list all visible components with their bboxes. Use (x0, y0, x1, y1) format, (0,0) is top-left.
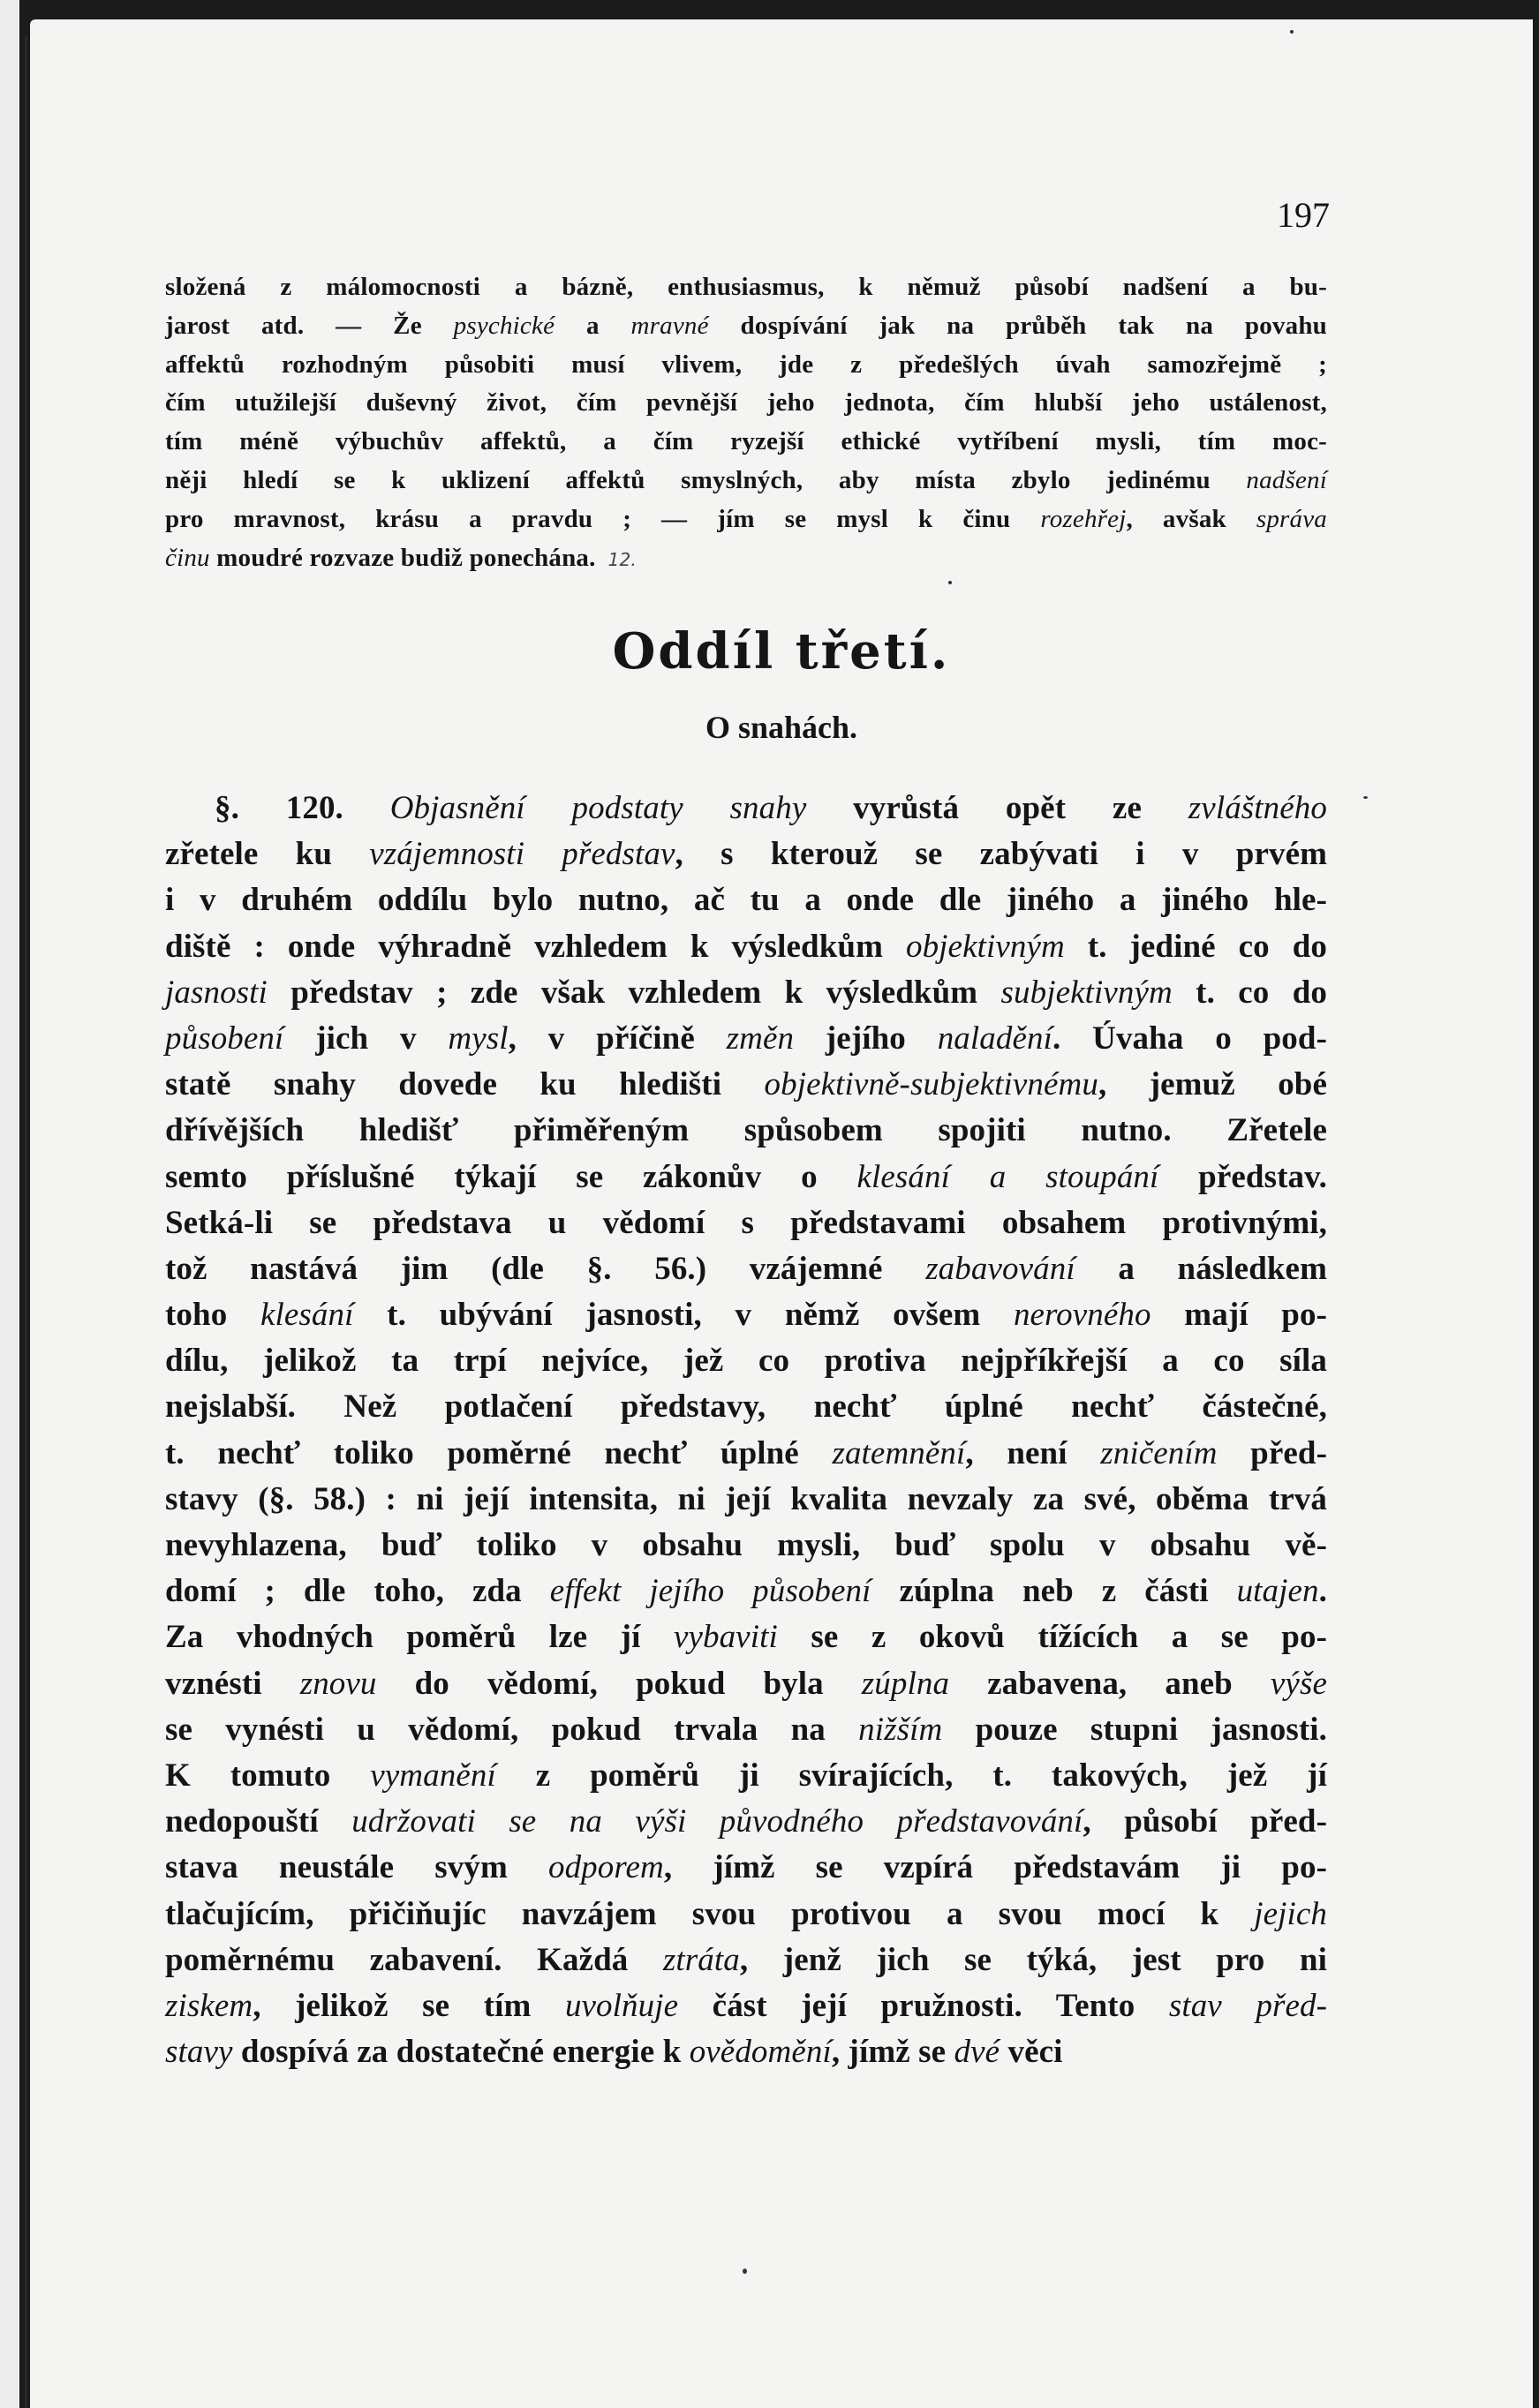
print-speck (948, 581, 952, 584)
body-line-23: nedopouští udržovati se na výši původného představování, působí před- (165, 1803, 1327, 1840)
intro-line-1: složená z málomocnosti a bázně, enthusiasmus, k němuž působí nadšení a bu- (165, 273, 1327, 301)
body-line-28: stavy dospívá za dostatečné energie k ovědomění, jímž se dvé věci (165, 2034, 1063, 2071)
page-number: 197 (1277, 195, 1330, 235)
book-page (30, 19, 1533, 2408)
body-line-12: toho klesání t. ubývání jasnosti, v němž ovšem nerovného mají po- (165, 1297, 1327, 1334)
intro-line-3: affektů rozhodným působiti musí vlivem, jde z předešlých úvah samozřejmě ; (165, 350, 1327, 379)
body-line-3: i v druhém oddílu bylo nutno, ač tu a onde dle jiného a jiného hle- (165, 882, 1327, 919)
body-line-17: nevyhlazena, buď toliko v obsahu mysli, buď spolu v obsahu vě- (165, 1527, 1327, 1563)
intro-paragraph (165, 268, 1327, 577)
body-paragraph (165, 786, 1327, 2075)
body-line-24: stava neustále svým odporem, jímž se vzpírá představám ji po- (165, 1849, 1327, 1886)
body-line-22: K tomuto vymanění z poměrů ji svírajících, t. takových, jež jí (165, 1757, 1327, 1794)
print-speck (743, 2269, 747, 2274)
body-line-6: působení jich v mysl, v příčině změn jejího naladění. Úvaha o pod- (165, 1020, 1327, 1057)
body-line-4: diště : onde výhradně vzhledem k výsledkům objektivným t. jediné co do (165, 928, 1327, 965)
body-line-15: t. nechť toliko poměrné nechť úplné zatemnění, není zničením před- (165, 1434, 1327, 1471)
body-line-19: Za vhodných poměrů lze jí vybaviti se z okovů tížících a se po- (165, 1619, 1327, 1656)
section-title: Oddíl třetí. (612, 622, 951, 681)
body-line-18: domí ; dle toho, zda effekt jejího působení zúplna neb z části utajen. (165, 1573, 1328, 1610)
body-line-21: se vynésti u vědomí, pokud trvala na nižším pouze stupni jasnosti. (165, 1711, 1327, 1748)
body-line-27: ziskem, jelikož se tím uvolňuje část její pružnosti. Tento stav před- (165, 1987, 1327, 2024)
print-speck (1363, 796, 1368, 799)
body-line-8: dřívějších hledišť přiměřeným spůsobem spojiti nutno. Zřetele (165, 1112, 1327, 1149)
binding-shadow (25, 35, 27, 2408)
intro-line-4: čím utužilejší duševný život, čím pevnější jeho jednota, čím hlubší jeho ustálenost, (165, 388, 1327, 418)
body-line-9: semto příslušné týkají se zákonův o klesání a stoupání představ. (165, 1158, 1328, 1195)
print-speck (1290, 30, 1294, 34)
body-line-16: stavy (§. 58.) : ni její intensita, ni její kvalita nevzaly za své, oběma trvá (165, 1480, 1327, 1517)
intro-line-8: činu moudré rozvaze budiž ponechána. 12. (165, 543, 637, 572)
body-line-1: §. 120. Objasnění podstaty snahy vyrůstá opět ze zvláštného (215, 790, 1327, 826)
intro-line-6: něji hledí se k uklizení affektů smyslných, aby místa zbylo jedinému nadšení (165, 465, 1327, 494)
section-subtitle: O snahách. (705, 710, 858, 745)
handwritten-note: 12. (607, 548, 637, 570)
adjacent-page-edge (0, 0, 19, 2408)
body-line-2: zřetele ku vzájemnosti představ, s kterouž se zabývati i v prvém (165, 836, 1328, 873)
body-line-26: poměrnému zabavení. Každá ztráta, jenž jich se týká, jest pro ni (165, 1941, 1327, 1978)
intro-line-5: tím méně výbuchův affektů, a čím ryzejší ethické vytříbení mysli, tím moc- (165, 427, 1327, 456)
body-line-11: tož nastává jim (dle §. 56.) vzájemné zabavování a následkem (165, 1250, 1327, 1287)
intro-line-7: pro mravnost, krásu a pravdu ; — jím se mysl k činu rozehřej, avšak správa (165, 504, 1327, 533)
intro-line-2: jarost atd. — Že psychické a mravné dospívání jak na průběh tak na povahu (165, 311, 1327, 340)
body-line-5: jasnosti představ ; zde však vzhledem k výsledkům subjektivným t. co do (165, 974, 1327, 1011)
body-line-20: vznésti znovu do vědomí, pokud byla zúplna zabavena, aneb výše (165, 1665, 1327, 1702)
body-line-7: statě snahy dovede ku hledišti objektivně-subjektivnému, jemuž obé (165, 1066, 1327, 1103)
body-line-14: nejslabší. Než potlačení představy, nechť úplné nechť částečné, (165, 1388, 1327, 1426)
body-line-10: Setká-li se představa u vědomí s představami obsahem protivnými, (165, 1204, 1327, 1241)
body-line-13: dílu, jelikož ta trpí nejvíce, jež co protiva nejpříkřejší a co síla (165, 1343, 1327, 1380)
body-line-25: tlačujícím, přičiňujíc navzájem svou protivou a svou mocí k jejich (165, 1895, 1327, 1932)
